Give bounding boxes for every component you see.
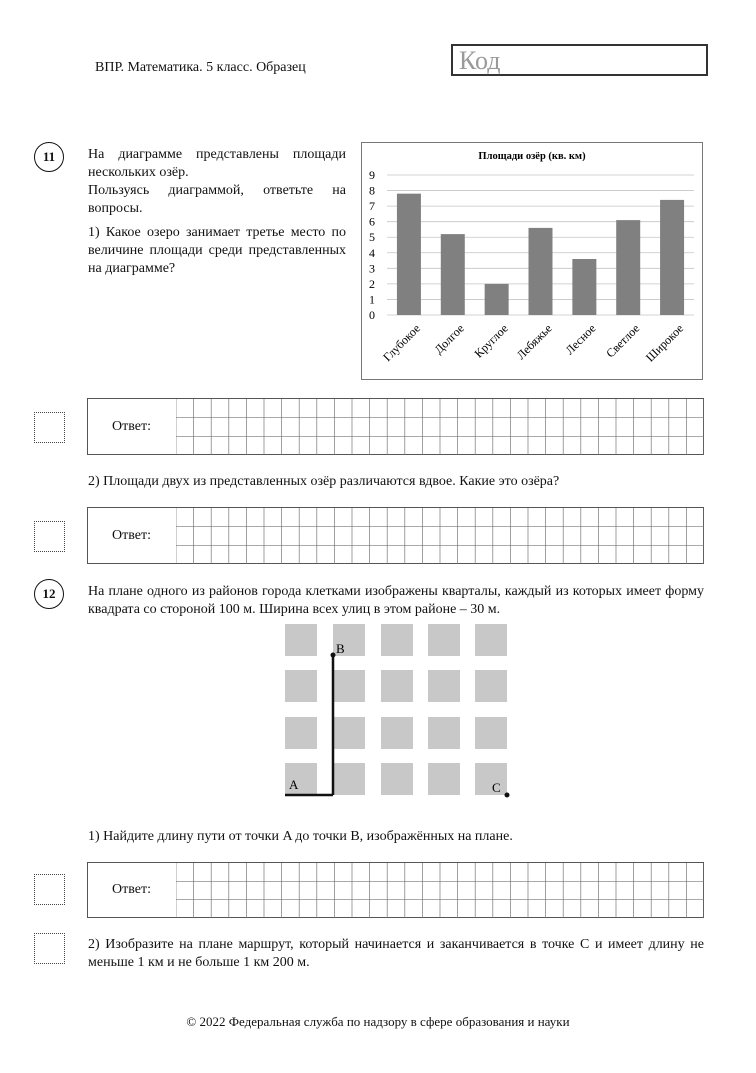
q11-intro-1: На диаграмме представлены площади нескольких озёр. [88, 147, 346, 180]
point-c-label: C [492, 780, 501, 795]
chart-title: Площади озёр (кв. км) [478, 151, 586, 162]
y-tick-label: 7 [369, 199, 375, 214]
answer-grid [176, 508, 704, 564]
q12-question-1: 1) Найдите длину пути от точки A до точки B, изображённых на плане. [88, 829, 513, 844]
answer-label: Ответ: [112, 419, 151, 434]
city-block [475, 670, 507, 702]
answer-label: Ответ: [112, 528, 151, 543]
score-box-11-2[interactable] [34, 521, 65, 552]
y-tick-label: 0 [369, 308, 375, 322]
city-block [428, 670, 460, 702]
question-number-12: 12 [34, 579, 64, 609]
answer-box-11-2[interactable] [87, 507, 704, 564]
city-block [285, 670, 317, 702]
q12-intro: На плане одного из районов города клетками изображены кварталы, каждый из которых имеет форму квадрата со стороной 100 м. Ширина всех улиц в этом районе – 30 м. [88, 584, 704, 617]
question-number-11: 11 [34, 142, 64, 172]
y-tick-label: 2 [369, 276, 375, 291]
city-block [381, 670, 413, 702]
city-block [285, 717, 317, 749]
city-block [428, 717, 460, 749]
answer-box-12-1[interactable] [87, 862, 704, 918]
city-plan [270, 615, 520, 810]
x-tick-label: Круглое [471, 321, 511, 361]
y-tick-label: 9 [369, 168, 375, 182]
city-block [475, 717, 507, 749]
bar-4 [529, 228, 553, 315]
city-block [428, 624, 460, 656]
y-tick-label: 3 [369, 261, 375, 276]
y-tick-label: 4 [369, 245, 375, 260]
code-field[interactable]: Код [451, 44, 708, 76]
q11-intro-2: Пользуясь диаграммой, ответьте на вопросы. [88, 183, 346, 216]
city-block [333, 763, 365, 795]
point-b-label: B [336, 641, 345, 656]
x-tick-label: Долгое [431, 321, 467, 357]
score-box-12-1[interactable] [34, 874, 65, 905]
city-block [381, 763, 413, 795]
q11-text [88, 146, 346, 278]
city-block [381, 717, 413, 749]
footer-copyright: © 2022 Федеральная служба по надзору в сфере образования и науки [186, 1014, 570, 1029]
bar-1 [397, 194, 421, 315]
bar-6 [616, 220, 640, 315]
score-box-11-1[interactable] [34, 412, 65, 443]
point-a-label: A [289, 777, 299, 792]
bar-3 [485, 284, 509, 315]
y-tick-label: 5 [369, 230, 375, 245]
y-tick-label: 1 [369, 292, 375, 307]
lake-area-chart [361, 142, 703, 380]
point-b-dot [331, 653, 336, 658]
point-c-dot [505, 793, 510, 798]
x-tick-label: Лесное [562, 321, 599, 358]
score-box-12-2[interactable] [34, 933, 65, 964]
page-header: ВПР. Математика. 5 класс. Образец [95, 60, 306, 75]
city-blocks [285, 624, 507, 795]
x-tick-label: Глубокое [380, 321, 424, 365]
city-block [333, 717, 365, 749]
y-tick-label: 8 [369, 183, 375, 198]
bar-7 [660, 200, 684, 315]
city-block [475, 763, 507, 795]
x-tick-label: Лебяжье [513, 321, 555, 363]
x-tick-label: Широкое [642, 321, 687, 365]
city-block [333, 670, 365, 702]
city-block [381, 624, 413, 656]
answer-label: Ответ: [112, 882, 151, 897]
city-block [475, 624, 507, 656]
city-block [428, 763, 460, 795]
bar-2 [441, 234, 465, 315]
bar-chart [362, 143, 702, 379]
q12-question-2: 2) Изобразите на плане маршрут, который начинается и заканчивается в точке C и имеет длину не меньше 1 км и не больше 1 км 200 м. [88, 937, 704, 970]
bar-5 [572, 259, 596, 315]
answer-grid [176, 399, 704, 455]
q11-question-2: 2) Площади двух из представленных озёр различаются вдвое. Какие это озёра? [88, 474, 560, 489]
city-block [285, 624, 317, 656]
q11-question-1: 1) Какое озеро занимает третье место по величине площади среди представленных на диаграмме? [88, 225, 346, 276]
x-tick-label: Светлое [603, 321, 643, 361]
y-tick-label: 6 [369, 214, 375, 229]
answer-grid [176, 863, 704, 918]
answer-box-11-1[interactable] [87, 398, 704, 455]
